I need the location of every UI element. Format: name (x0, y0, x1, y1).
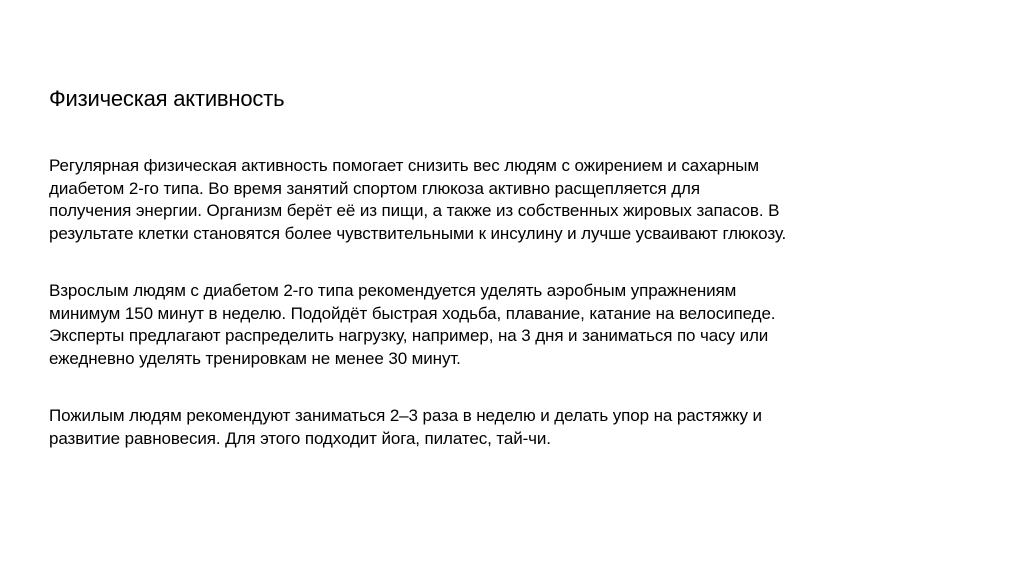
paragraph-line: минимум 150 минут в неделю. Подойдёт быстрая ходьба, плавание, катание на велосипеде. (49, 303, 776, 323)
paragraph-adults (49, 280, 949, 370)
paragraph-benefits (49, 155, 949, 245)
paragraph-line: Регулярная физическая активность помогает снизить вес людям с ожирением и сахарным (49, 156, 759, 175)
paragraph-elderly (49, 405, 949, 450)
paragraph-line: развитие равновесия. Для этого подходит йога, пилатес, тай-чи. (49, 428, 551, 448)
paragraph-line: получения энергии. Организм берёт её из пищи, а также из собственных жировых запасов. В (49, 201, 780, 220)
paragraph-line: Эксперты предлагают распределить нагрузку, например, на 3 дня и заниматься по часу или (49, 326, 769, 345)
slide-body (49, 155, 949, 450)
paragraph-line: результате клетки становятся более чувствительными к инсулину и лучше усваивают глюкозу. (49, 223, 787, 243)
paragraph-line: ежедневно уделять тренировкам не менее 30 минут. (49, 348, 461, 368)
paragraph-line: Взрослым людям с диабетом 2-го типа рекомендуется уделять аэробным упражнениям (49, 281, 737, 300)
paragraph-line: Пожилым людям рекомендуют заниматься 2–3 раза в неделю и делать упор на растяжку и (49, 406, 762, 425)
slide-title: Физическая активность (49, 86, 285, 111)
paragraph-line: диабетом 2-го типа. Во время занятий спортом глюкоза активно расщепляется для (49, 178, 700, 198)
